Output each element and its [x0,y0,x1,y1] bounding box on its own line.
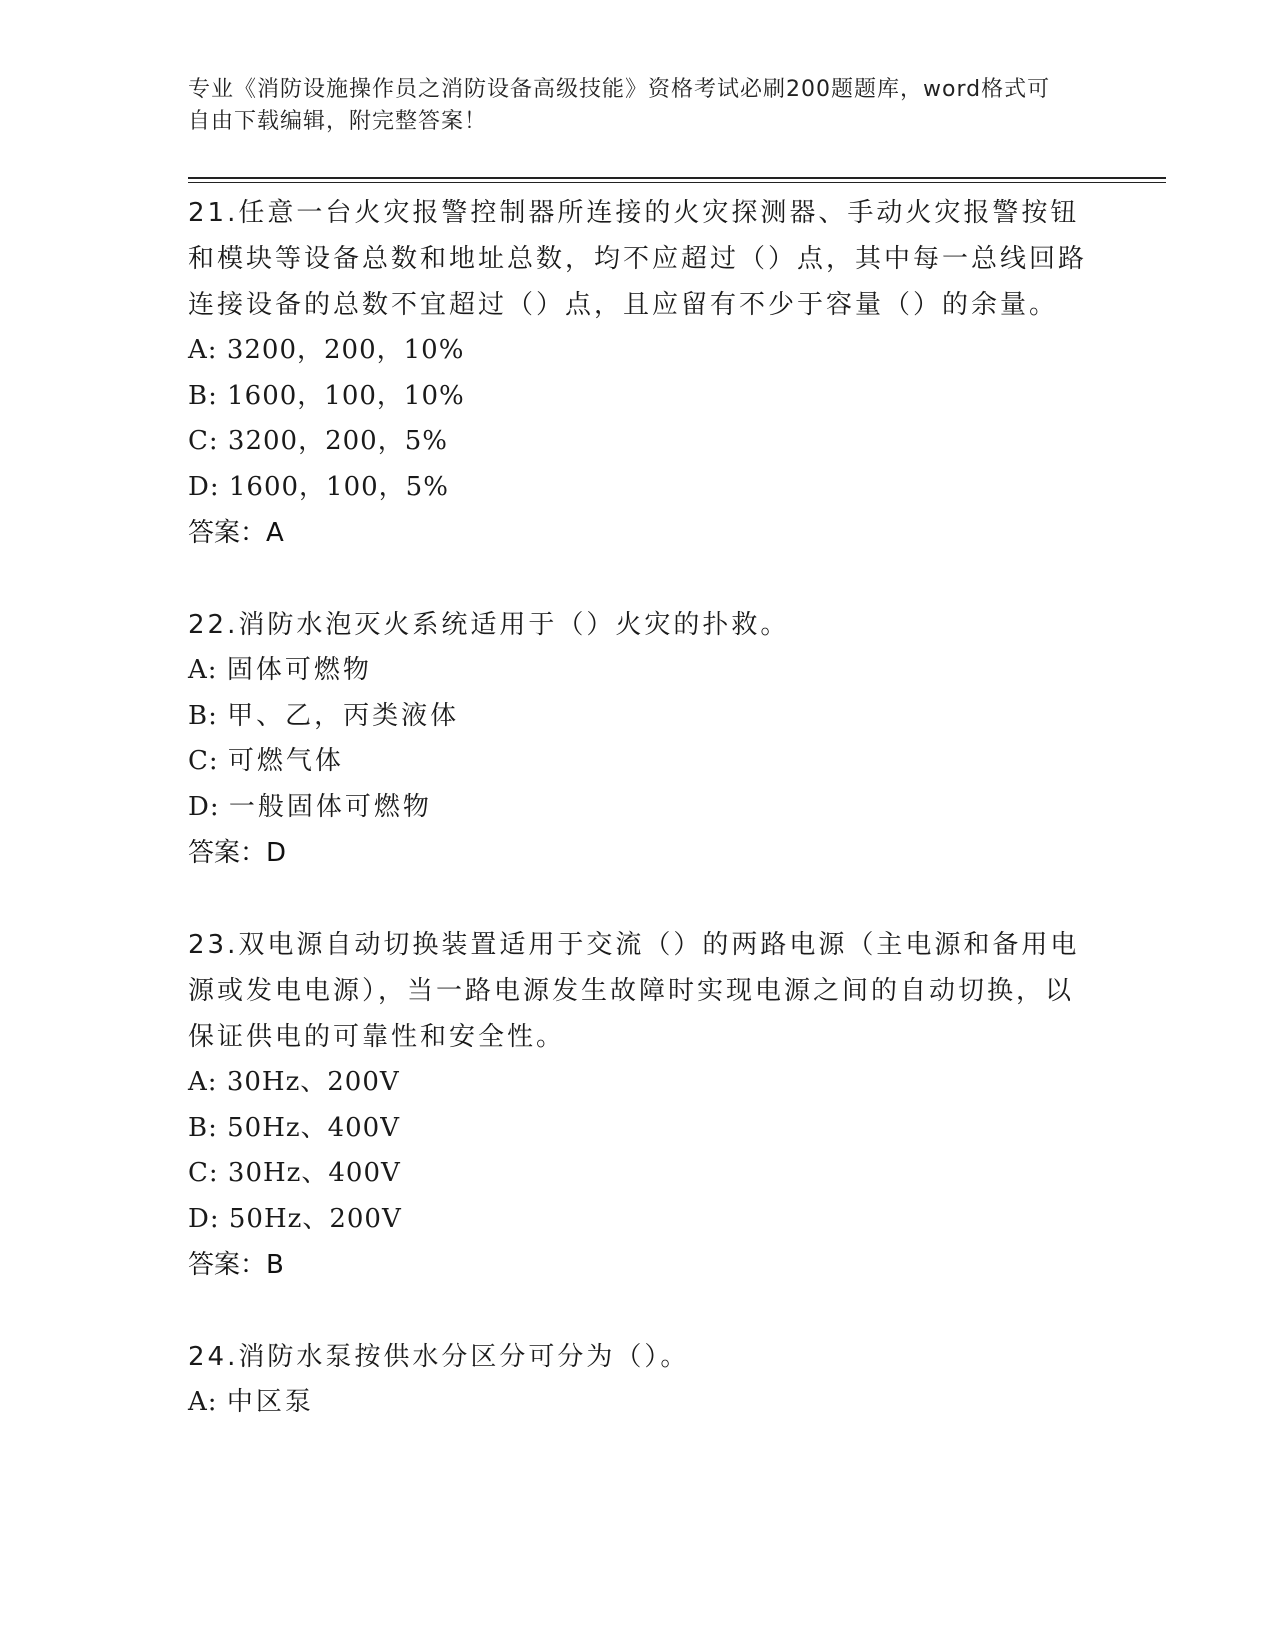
option-text: 1600，100，5% [228,471,449,502]
question-stem: 21.任意一台火灾报警控制器所连接的火灾探测器、手动火灾报警按钮和模块等设备总数和地址总数，均不应超过（）点，其中每一总线回路连接设备的总数不宜超过（）点，且应留有不少于容量（）的余量。 [188,198,1088,320]
option-a [188,1380,1088,1426]
option-text: 50Hz、200V [228,1203,402,1234]
option-text: 30Hz、200V [226,1067,400,1097]
question-item [188,1334,1088,1426]
option-c [188,419,1088,465]
option-a [188,1060,1088,1106]
answer-line: 答案：A [188,518,284,548]
answer-line: 答案：D [188,838,287,868]
question-item [188,922,1088,1288]
option-text: 1600，100，10% [227,380,465,411]
option-text: 50Hz、400V [227,1112,400,1143]
option-label: C: [188,426,219,456]
option-label: B: [188,380,218,411]
option-label: D: [188,791,220,822]
option-label: A: [188,1387,218,1417]
option-label: D: [188,1203,220,1234]
option-label: B: [188,1112,218,1143]
option-a [188,328,1088,374]
option-b [188,1106,1088,1152]
document-header: 专业《消防设施操作员之消防设备高级技能》资格考试必刷200题题库，word格式可自由下载编辑，附完整答案！ [188,77,1051,134]
option-text: 一般固体可燃物 [228,791,432,822]
option-text: 3200，200，5% [227,426,448,456]
option-label: C: [188,746,219,776]
option-text: 固体可燃物 [226,655,372,685]
option-text: 可燃气体 [227,746,344,776]
question-stem: 23.双电源自动切换装置适用于交流（）的两路电源（主电源和备用电源或发电电源），当一路电源发生故障时实现电源之间的自动切换，以保证供电的可靠性和安全性。 [188,930,1080,1052]
question-item [188,190,1088,556]
option-text: 3200，200，10% [226,335,465,365]
option-label: D: [188,471,220,502]
option-text: 中区泵 [226,1387,314,1417]
option-d [188,1197,1088,1243]
option-d [188,465,1088,511]
answer-line: 答案：B [188,1250,284,1280]
option-label: A: [188,335,218,365]
header-rule-thin [188,182,1166,183]
option-label: B: [188,700,218,731]
question-list [188,190,1088,1472]
option-c [188,1151,1088,1197]
header-rule-thick [188,177,1166,179]
option-b [188,694,1088,740]
question-stem: 24.消防水泵按供水分区分可分为（）。 [188,1342,690,1372]
option-text: 甲、乙，丙类液体 [227,700,460,731]
option-label: C: [188,1158,219,1188]
question-item [188,602,1088,876]
option-a [188,648,1088,694]
question-stem: 22.消防水泡灭火系统适用于（）火灾的扑救。 [188,610,790,640]
option-label: A: [188,1067,218,1097]
option-c [188,739,1088,785]
option-text: 30Hz、400V [227,1158,401,1188]
option-b [188,374,1088,420]
option-label: A: [188,655,218,685]
option-d [188,785,1088,831]
